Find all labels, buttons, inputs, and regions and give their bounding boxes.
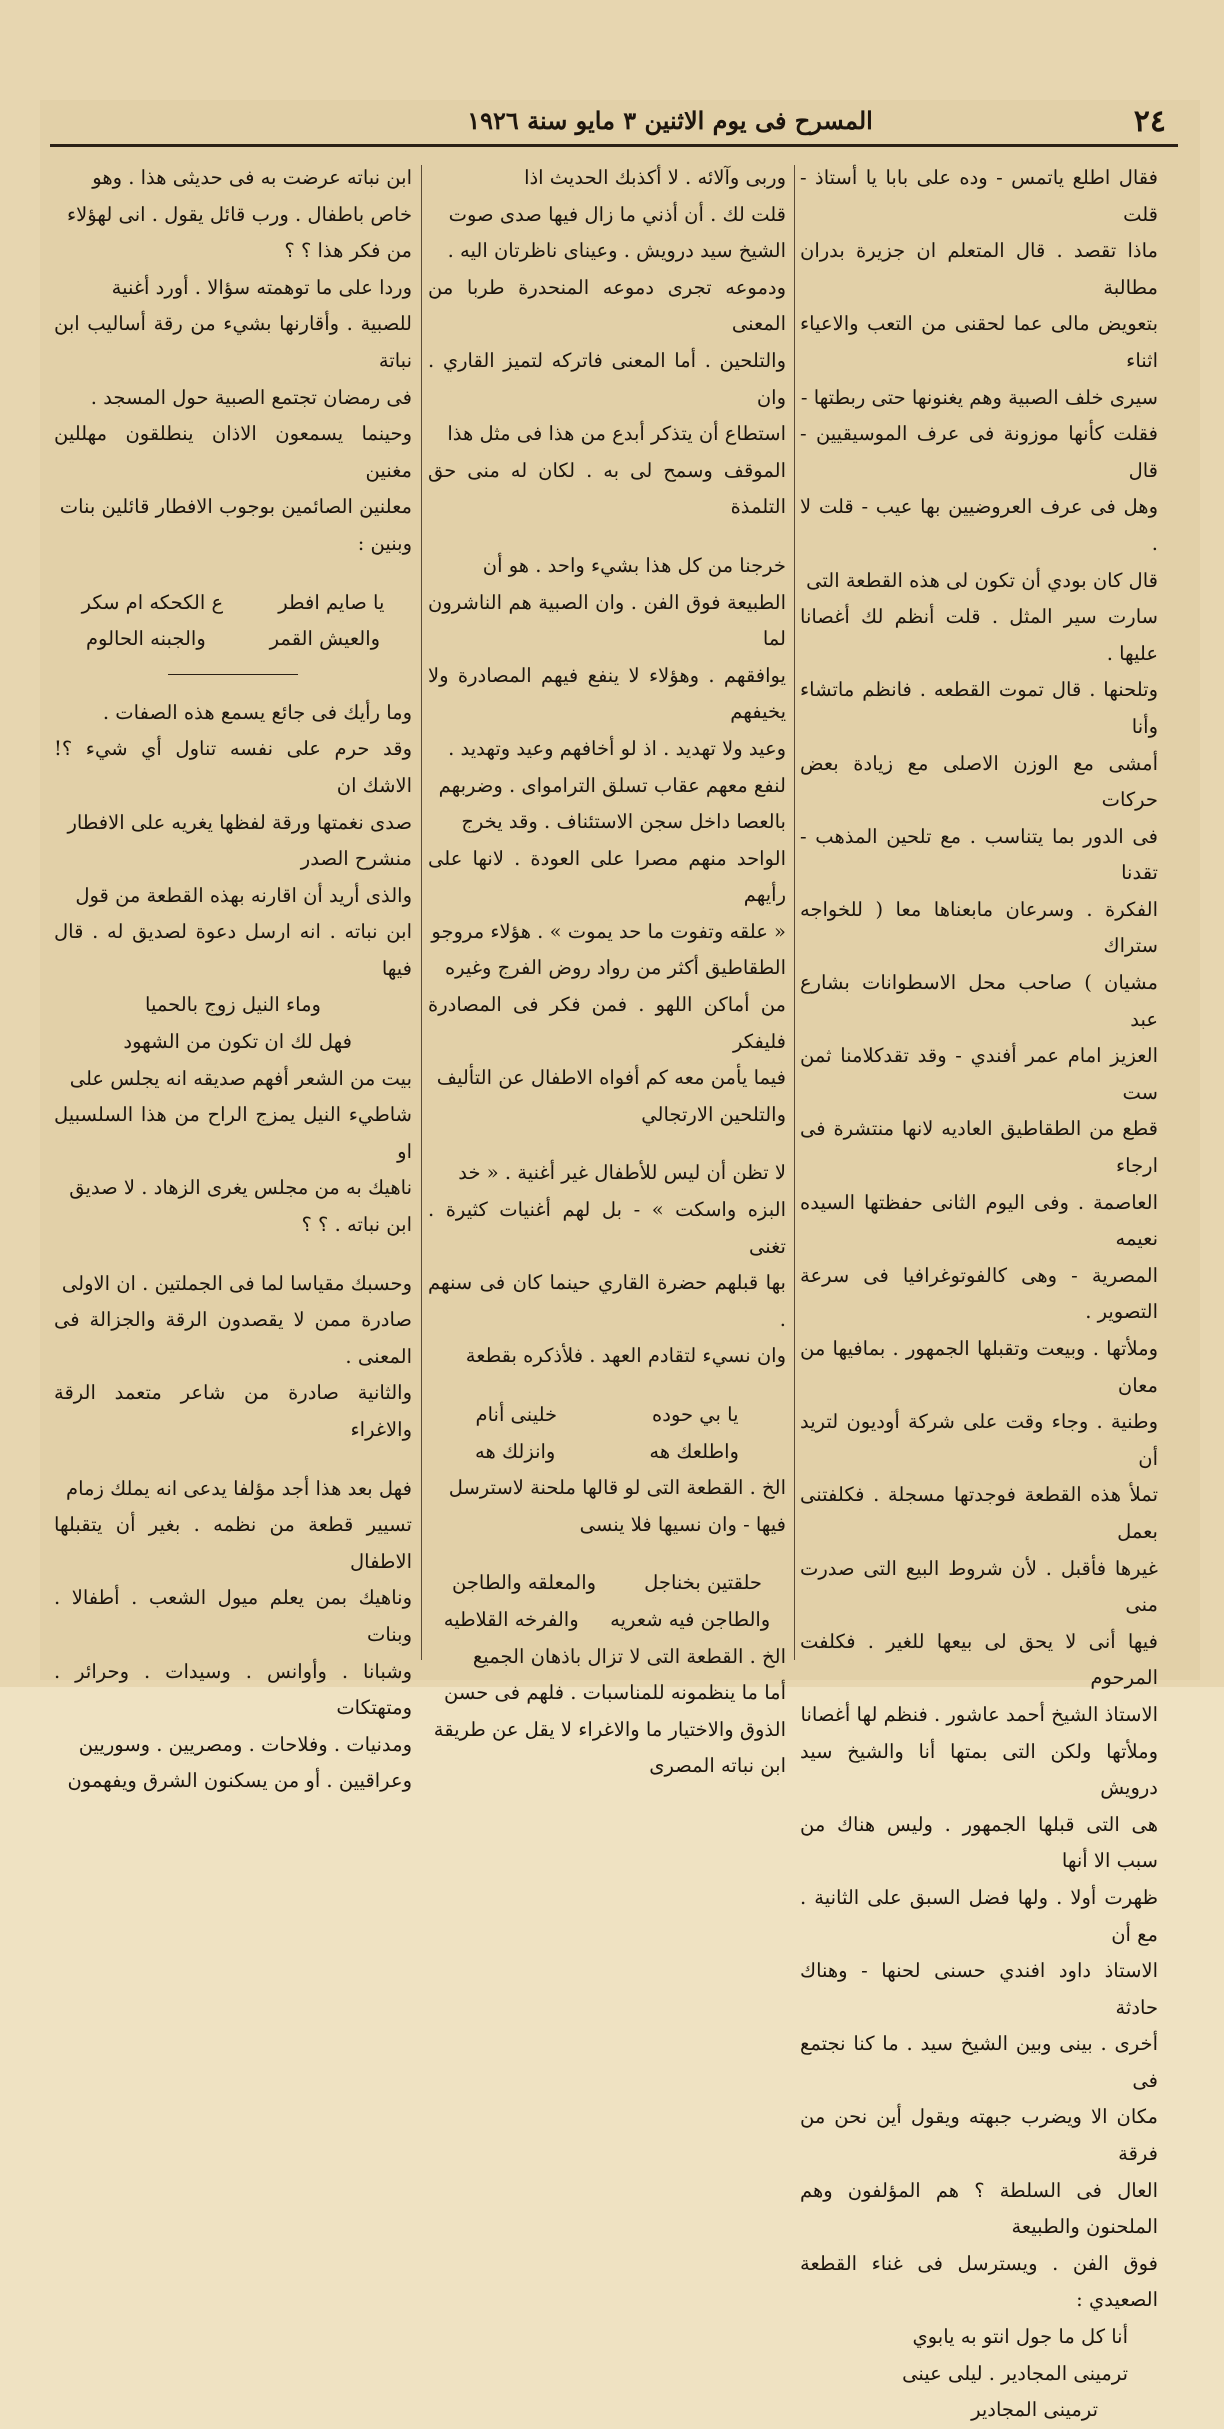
paragraph [54,1061,412,1244]
text-line: ومدنيات . وفلاحات . ومصريين . وسوريين [78,1732,412,1756]
text-line: الاستاذ داود افندي حسنى لحنها - وهناك حادثة [800,1959,1158,2019]
text-line: العال فى السلطة ؟ هم المؤلفون وهم الملحنون والطبيعة [800,2178,1158,2239]
paragraph [428,1639,786,1785]
verse-hemistich: يا بي حوده [652,1403,739,1426]
text-line: قال كان بودي أن تكون لى هذه القطعة التى [806,568,1158,592]
verse-hemistich: يا صايم افطر [278,590,385,614]
text-line: مشيان ) صاحب محل الاسطوانات بشارع عبد [800,971,1158,1031]
text-line: وطنية . وجاء وقت على شركة أوديون لتريد أن [800,1410,1158,1470]
text-line: لنفع معهم عقاب تسلق الترامواى . وضربهم [438,773,786,797]
text-line: الخ . القطعة التى لا تزال باذهان الجميع [472,1644,786,1668]
text-line: الطبيعة فوق الفن . وان الصبية هم الناشرون لما [428,590,786,651]
text-line: فيما يأمن معه كم أفواه الاطفال عن التأليف [436,1066,786,1090]
text-line: الطقاطيق أكثر من رواد روض الفرج وغيره [444,956,786,980]
text-line: ماذا تقصد . قال المتعلم ان جزيرة بدران مطالبة [800,239,1158,299]
text-line: وشبانا . وأوانس . وسيدات . وحرائر . ومتهتكات [54,1659,412,1720]
text-line: خرجنا من كل هذا بشيء واحد . هو أن [482,553,786,577]
text-line: وقد حرم على نفسه تناول أي شيء ؟! الاشك ان [54,737,412,797]
verse-hemistich: والفرخه القلاطيه [443,1607,579,1631]
text-line: يوافقهم . وهؤلاء لا ينفع فيهم المصادرة ولا يخيفهم [428,663,786,724]
paragraph [54,160,412,270]
text-line: الواحد منهم مصرا على العودة . لانها على رأيهم [428,846,786,907]
text-line: والتلحين الارتجالي [641,1102,786,1126]
verse-line: ترمينى المجادير . ليلى عينى [902,2361,1128,2385]
verse-line: وماء النيل زوج بالحميا [145,993,321,1017]
paragraph [54,1266,412,1449]
text-line: الذوق والاختيار ما والاغراء لا يقل عن طريقة [433,1717,786,1741]
text-line: وملأتها ولكن التى بمتها أنا والشيخ سيد درويش [800,1739,1158,1800]
verse-block [54,987,412,1060]
verse-hemistich: وانزلك هه [475,1439,556,1463]
text-line: الخ . القطعة التى لو قالها ملحنة لاسترسل [448,1476,786,1500]
text-line: أمشى مع الوزن الاصلى مع زيادة بعض حركات [800,751,1158,812]
text-line: والذى أريد أن اقارنه بهذه القطعة من قول [75,883,412,907]
text-line: منشرح الصدر [300,847,412,871]
verse-row [428,1434,786,1471]
column-divider [794,165,795,1660]
text-line: تملأ هذه القطعة فوجدتها مسجلة . فكلفتنى بعمل [800,1483,1158,1543]
verse-row [428,1602,786,1639]
running-title: المسرح فى يوم الاثنين ٣ مايو سنة ١٩٢٦ [467,106,873,135]
text-line: فيها - وان نسيها فلا ينسى [579,1512,786,1536]
text-line: تسيير قطعة من نظمه . بغير أن يتقبلها الاطفال [54,1513,412,1573]
text-line: سارت سير المثل . قلت أنظم لك أغصانا عليها . [800,605,1158,665]
article-column-middle [428,160,786,1785]
text-line: ظهرت أولا . ولها فضل السبق على الثانية . مع أن [800,1885,1158,1946]
page-header [60,104,1180,142]
text-line: وما رأيك فى جائع يسمع هذه الصفات . [102,700,412,724]
text-line: ودموعه تجرى دموعه المنحدرة طربا من المعنى [428,275,786,336]
text-line: أخرى . بينى وبين الشيخ سيد . ما كنا نجتمع فى [800,2032,1158,2092]
text-line: فهل بعد هذا أجد مؤلفا يدعى انه يملك زمام [66,1476,412,1500]
text-line: المصرية - وهى كالفوتوغرافيا فى سرعة التصوير . [800,1263,1158,1324]
text-line: صادرة ممن لا يقصدون الرقة والجزالة فى المعنى . [54,1308,412,1368]
text-line: بالعصا داخل سجن الاستئناف . وقد يخرج [461,810,786,834]
text-line: فى الدور بما يتناسب . مع تلحين المذهب - تقدنا [800,824,1158,885]
article-column-right [800,160,1158,2429]
text-line: صدى نغمتها ورقة لفظها يغريه على الافطار [67,810,412,834]
paragraph [428,160,786,526]
text-line: وربى وآلائه . لا أكذبك الحديث اذا [524,166,786,189]
verse-block [54,585,412,658]
page-number: ٢٤ [1133,104,1166,139]
paragraph [54,1471,412,1800]
text-line: « علقه وتفوت ما حد يموت » . هؤلاء مروجو [431,919,786,943]
paragraph [54,878,412,988]
text-line: فقال اطلع ياتمس - وده على بابا يا أستاذ - قلت [800,166,1158,226]
text-line: وحينما يسمعون الاذان ينطلقون مهللين مغنين [54,422,412,482]
text-line: قلت لك . أن أذني ما زال فيها صدى صوت [448,202,786,226]
text-line: ناهيك به من مجلس يغرى الزهاد . لا صديق [69,1176,412,1200]
text-line: وان نسيء لتقادم العهد . فلأذكره بقطعة [465,1344,786,1368]
text-line: قطع من الطقاطيق العاديه لانها منتشرة فى ارجاء [800,1117,1158,1178]
text-line: شاطيء النيل يمزج الراح من هذا السلسبيل او [54,1103,412,1163]
text-line: فيها أنى لا يحق لى بيعها للغير . فكلفت المرحوم [800,1629,1158,1690]
text-line: ابن نباته . ؟ ؟ [301,1213,412,1237]
text-line: مكان الا ويضرب جبهته ويقول أين نحن من فرقة [800,2105,1158,2166]
text-line: وحسبك مقياسا لما فى الجملتين . ان الاولى [61,1271,412,1295]
verse-row [54,585,412,622]
text-line: العزيز امام عمر أفندي - وقد تقدكلامنا ثمن ست [800,1044,1158,1104]
text-line: الفكرة . وسرعان مابعناها معا ( للخواجه ستراك [800,897,1158,958]
text-line: وتلحنها . قال تموت القطعه . فانظم ماتشاء وأنا [800,678,1158,738]
text-line: فى رمضان تجتمع الصبية حول المسجد . [90,385,412,409]
header-rule [50,144,1178,147]
verse-hemistich: والجبنه الحالوم [85,627,206,651]
verse-hemistich: واطلعك هه [649,1439,739,1463]
text-line: وردا على ما توهمته سؤالا . أورد أغنية [111,275,412,299]
text-line: بتعويض مالى عما لحقنى من التعب والاعياء اثناء [800,312,1158,372]
text-line: البزه واسكت » - بل لهم أغنيات كثيرة . تغنى [428,1198,786,1258]
text-line: وعراقيين . أو من يسكنون الشرق ويفهمون [67,1769,412,1793]
text-line: هى التى قبلها الجمهور . وليس هناك من سبب الا أنها [800,1812,1158,1873]
text-line: ابن نباته عرضت به فى حديثى هذا . وهو [92,166,412,189]
text-line: الشيخ سيد درويش . وعيناى ناظرتان اليه . [447,239,786,263]
text-line: بها قبلهم حضرة القاري حينما كان فى سنهم . [428,1271,786,1331]
verse-hemistich: ع الكحكه ام سكر [81,590,224,614]
verse-hemistich: والعيش القمر [269,627,381,651]
text-line: لا تظن أن ليس للأطفال غير أغنية . « خد [458,1161,786,1185]
article-column-left [54,160,412,1800]
text-line: للصبية . وأقارنها بشيء من رقة أساليب ابن نباتة [54,312,412,372]
text-line: وناهيك بمن يعلم ميول الشعب . أطفالا . وبنات [54,1586,412,1646]
text-line: فوق الفن . ويسترسل فى غناء القطعة الصعيدي : [800,2251,1158,2312]
paragraph [428,1155,786,1375]
verse-block [428,1565,786,1638]
paragraph [428,548,786,1134]
paragraph [428,1470,786,1543]
text-line: من فكر هذا ؟ ؟ [284,239,412,263]
text-line: وعيد ولا تهديد . اذ لو أخافهم وعيد وتهديد . [448,736,786,760]
closing-verse [800,2319,1158,2429]
text-line: من أماكن اللهو . فمن فكر فى المصادرة فليفكر [428,993,786,1053]
verse-block [428,1397,786,1470]
text-line: والتلحين . أما المعنى فاتركه لتميز القاري . وان [428,348,786,409]
text-line: وهل فى عرف العروضيين بها عيب - قلت لا . [800,495,1158,555]
text-line: العاصمة . وفى اليوم الثانى حفظتها السيده نعيمه [800,1190,1158,1251]
verse-line: أنا كل ما جول انتو به يابوي [912,2325,1128,2349]
text-line: غيرها فأقبل . لأن شروط البيع التى صدرت منى [800,1556,1158,1617]
column-divider [421,165,422,1660]
text-line: والثانية صادرة من شاعر متعمد الرقة والاغراء [54,1381,412,1441]
text-line: خاص باطفال . ورب قائل يقول . انى لهؤلاء [67,202,412,226]
verse-hemistich: خلينى أنام [475,1403,558,1426]
text-line: وبنين : [357,531,412,555]
section-divider [168,674,298,675]
paragraph [54,270,412,563]
text-line: ابن نباته . انه ارسل دعوة لصديق له . قال فيها [54,920,412,980]
text-line: استطاع أن يتذكر أبدع من هذا فى مثل هذا [447,422,786,446]
verse-row [54,621,412,658]
text-line: ابن نباته المصرى [649,1754,786,1778]
text-line: بيت من الشعر أفهم صديقه انه يجلس على [69,1066,412,1090]
text-line: فقلت كأنها موزونة فى عرف الموسيقيين - قال [800,422,1158,482]
verse-row [428,1565,786,1602]
verse-row [428,1397,786,1434]
verse-line: ترمينى المجادير [971,2398,1098,2422]
paragraph [54,695,412,878]
paragraph [800,160,1158,2319]
text-line: الاستاذ الشيخ أحمد عاشور . فنظم لها أغصانا [800,1702,1158,1726]
text-line: معلنين الصائمين بوجوب الافطار قائلين بنات [59,495,412,519]
text-line: أما ما ينظمونه للمناسبات . فلهم فى حسن [444,1681,786,1705]
verse-hemistich: والمعلقه والطاجن [452,1571,597,1595]
text-line: الموقف وسمح لى به . لكان له منى حق التلمذة [428,458,786,519]
text-line: وملأتها . وبيعت وتقبلها الجمهور . بمافيها من معان [800,1337,1158,1397]
verse-line: فهل لك ان تكون من الشهود [123,1030,352,1054]
verse-hemistich: والطاجن فيه شعريه [610,1607,771,1631]
text-line: سيرى خلف الصبية وهم يغنونها حتى ربطتها - [800,385,1158,409]
verse-hemistich: حلقتين بخناجل [644,1571,762,1595]
